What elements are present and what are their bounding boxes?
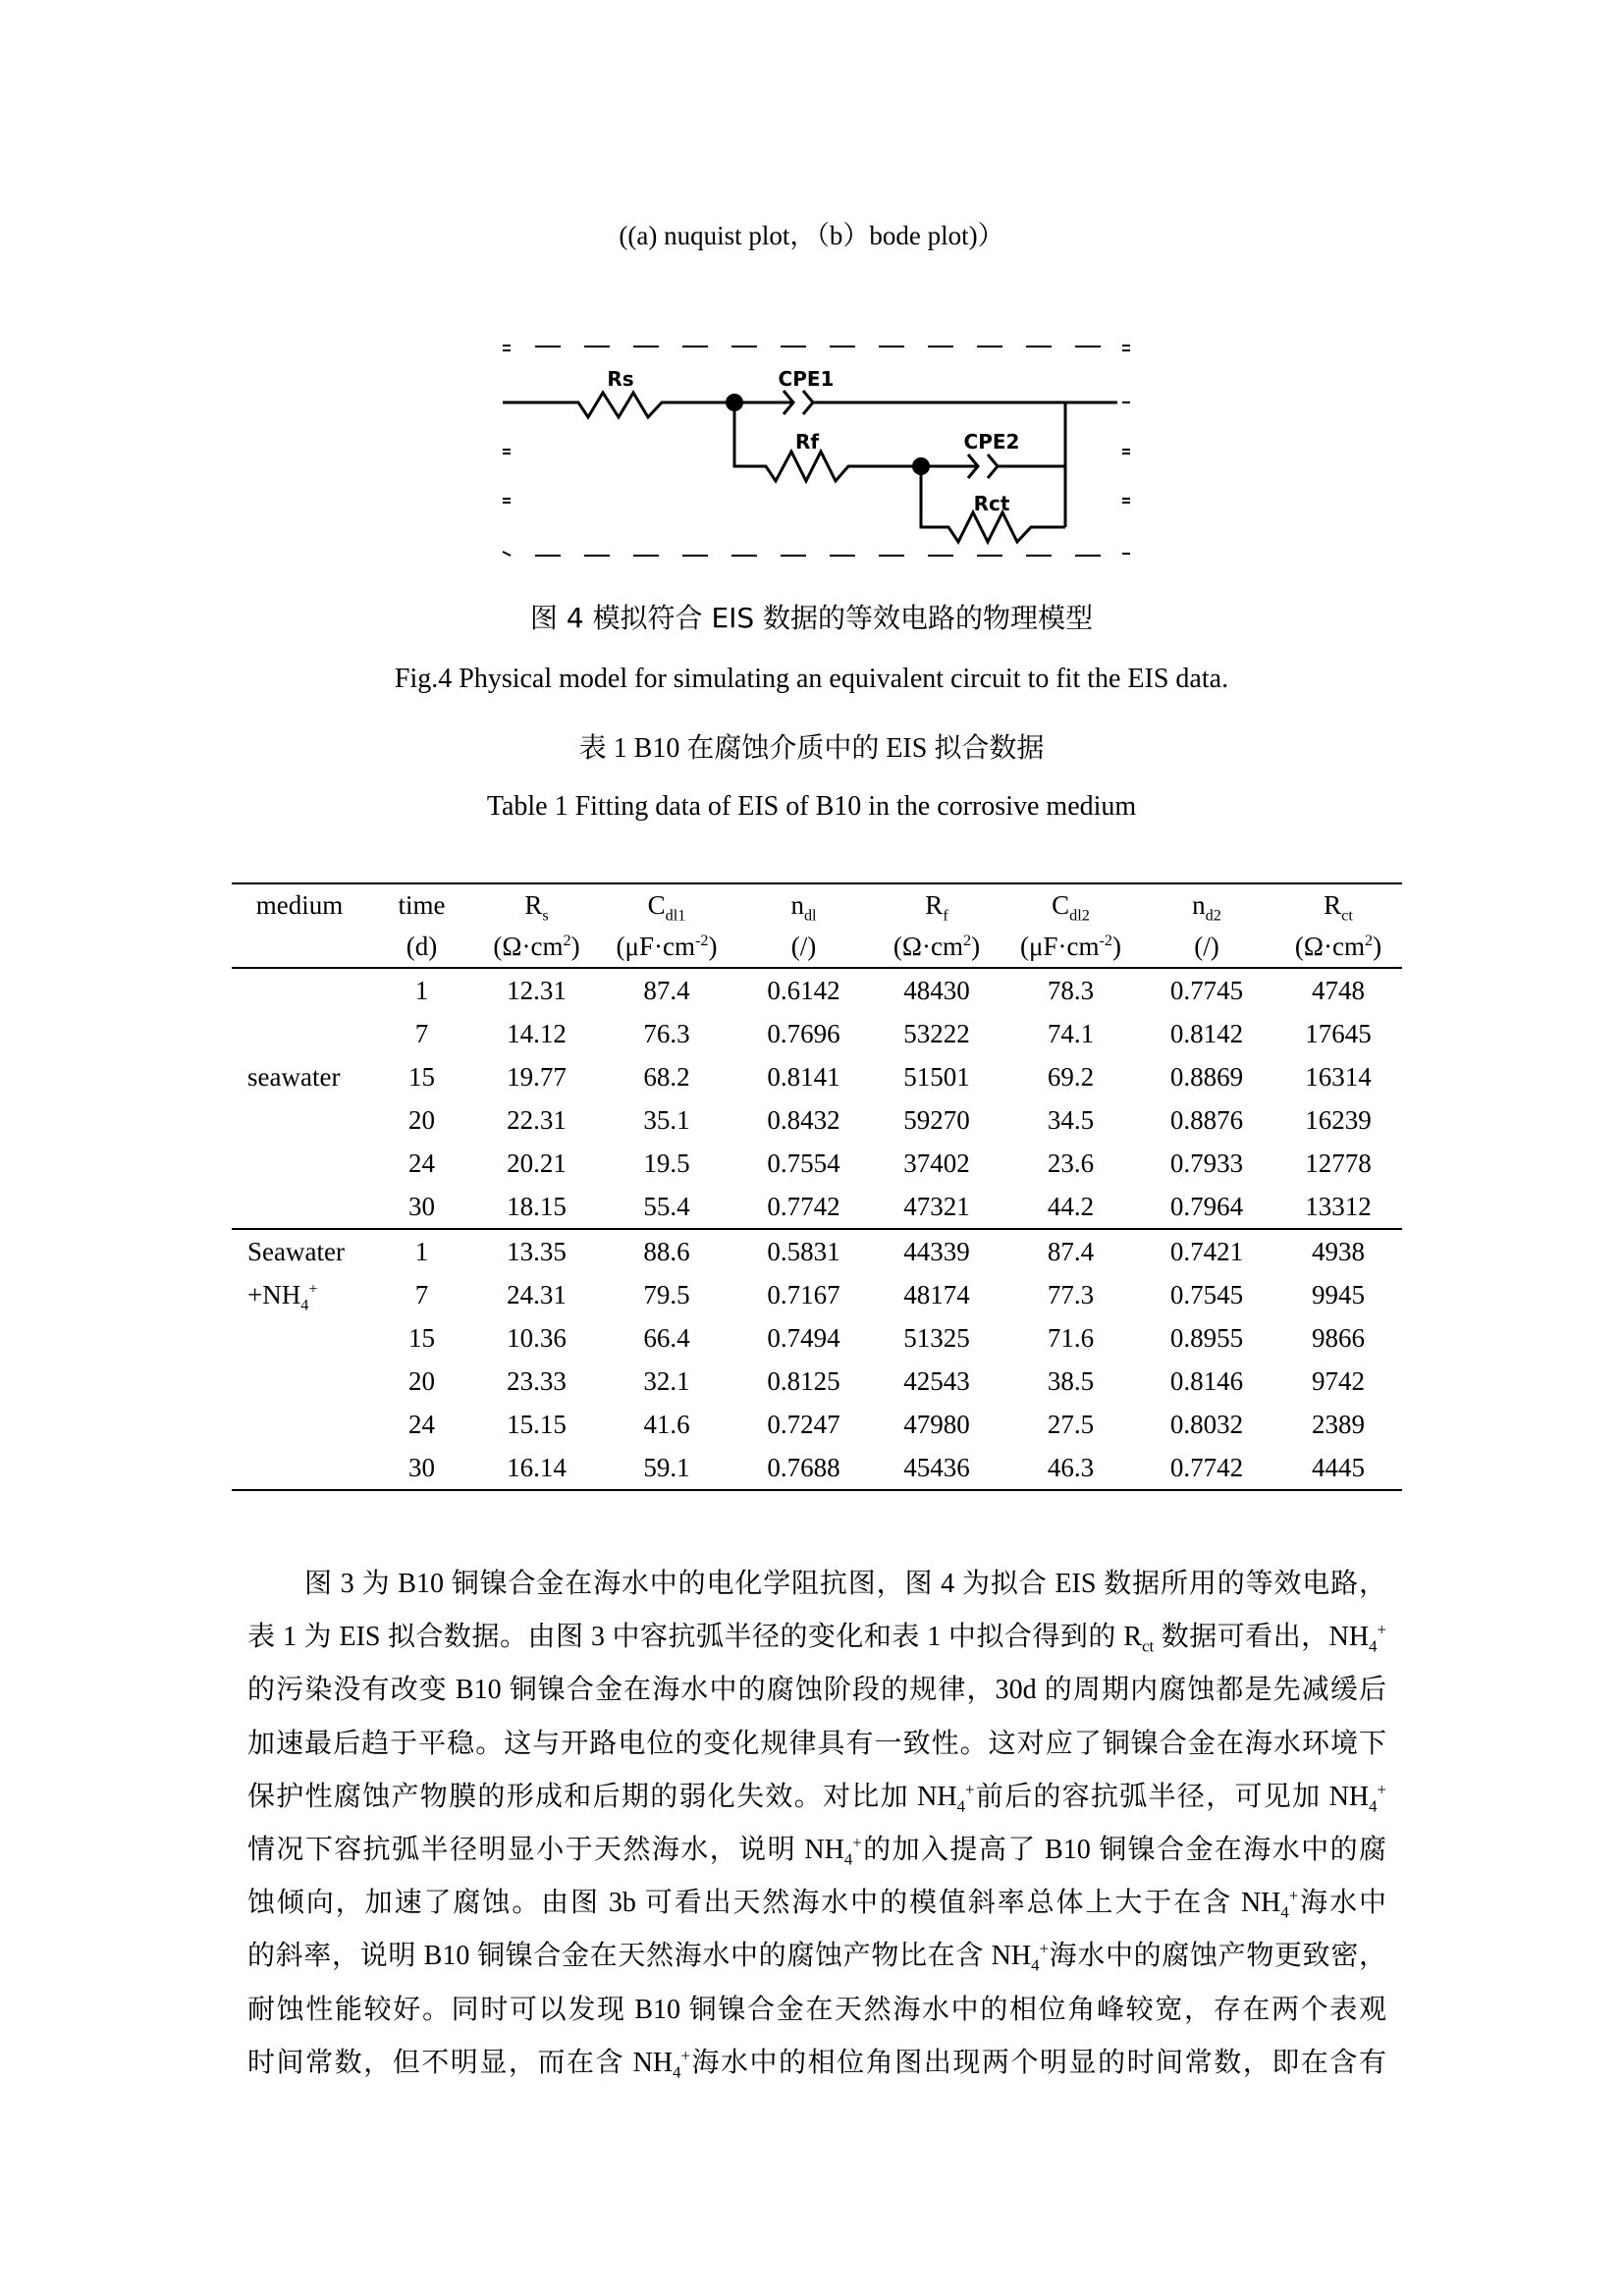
text-run: 保护性腐蚀产物膜的形成和后期的弱化失效。对比加 NH (247, 1781, 957, 1812)
table-cell: 87.4 (643, 976, 690, 1005)
medium-cell (232, 1185, 367, 1229)
table-cell: 37402 (903, 1148, 970, 1178)
table-cell: 17645 (1305, 1019, 1372, 1048)
text-run: 图 3 为 B10 铜镍合金在海水中的电化学阻抗图，图 4 为拟合 EIS 数据所用的等效电路， (304, 1569, 1386, 1599)
subscript: 4 (956, 1796, 966, 1816)
header-unit: (/) (790, 932, 817, 961)
table-cell: 23.33 (507, 1366, 567, 1396)
table-cell: 30 (367, 1446, 476, 1490)
table-cell: 69.2 (1047, 1062, 1095, 1092)
subscript: ct (1142, 1636, 1155, 1656)
text-line (247, 1669, 1386, 1722)
eis-fitting-table (232, 882, 1402, 1491)
header-subscript: dl (803, 906, 817, 925)
table-cell: 46.3 (1002, 1446, 1139, 1490)
table-cell: 78.3 (1047, 976, 1095, 1005)
text-run: 海水中 (1298, 1888, 1386, 1919)
header-unit-cell (476, 926, 597, 968)
table-cell: 12.31 (507, 976, 567, 1005)
table-row (232, 1185, 1402, 1229)
header-subscript: dl2 (1069, 906, 1090, 925)
table-cell: 4445 (1274, 1446, 1402, 1490)
header-unit: (Ω·cm (1294, 932, 1365, 961)
header-cell (736, 883, 871, 926)
subscript: 4 (673, 2062, 681, 2082)
table-cell: 1 (414, 976, 429, 1005)
header-unit-cell (367, 926, 476, 968)
header-unit: (d) (406, 932, 438, 961)
table-cell: 55.4 (597, 1185, 736, 1229)
table-cell: 35.1 (643, 1105, 690, 1135)
table-cell: 4938 (1312, 1237, 1365, 1266)
table-cell: 77.3 (1047, 1280, 1095, 1309)
header-symbol: time (398, 890, 446, 920)
table-cell: 66.4 (643, 1323, 690, 1353)
table-cell: 1 (414, 1237, 429, 1266)
table-cell: 51325 (903, 1323, 970, 1353)
header-symbol: R (1324, 890, 1342, 920)
table-cell: 13312 (1274, 1185, 1402, 1229)
table-cell: 0.5831 (767, 1237, 840, 1266)
table-cell: 71.6 (1047, 1323, 1095, 1353)
table-cell: 48430 (903, 976, 970, 1005)
table-cell: 24.31 (507, 1280, 567, 1309)
table-row (232, 1098, 1402, 1142)
table-row (232, 1229, 1402, 1273)
header-symbol: n (790, 890, 804, 920)
text-run: 前后的容抗弧半径，可见加 NH (974, 1781, 1370, 1812)
header-row-names (232, 883, 1402, 926)
table-cell: 74.1 (1047, 1019, 1095, 1048)
text-line (247, 1563, 1386, 1616)
table-cell: 59.1 (597, 1446, 736, 1490)
table-row (232, 1360, 1402, 1403)
table-row (232, 1403, 1402, 1446)
table-cell: 45436 (871, 1446, 1002, 1490)
body-paragraph (247, 1563, 1386, 2095)
table-cell: 7 (414, 1280, 429, 1309)
medium-cell (232, 1360, 367, 1403)
table-group (232, 1229, 1402, 1490)
subscript: 4 (1031, 1955, 1040, 1975)
subscript: 4 (843, 1849, 853, 1869)
header-unit-cell (597, 926, 736, 968)
table-cell: 0.7964 (1139, 1185, 1274, 1229)
medium-cell (232, 1446, 367, 1490)
header-subscript: d2 (1205, 906, 1221, 925)
table-row (232, 1055, 1402, 1098)
table-cell: 0.7742 (736, 1185, 871, 1229)
table-row (232, 968, 1402, 1012)
text-run: 表 1 为 EIS 拟合数据。由图 3 中容抗弧半径的变化和表 1 中拟合得到的 R (247, 1622, 1143, 1653)
header-row-units (232, 926, 1402, 968)
superscript: + (852, 1833, 862, 1852)
text-line (247, 1723, 1386, 1776)
table-cell: 0.8876 (1169, 1105, 1244, 1135)
table-cell: 16239 (1305, 1105, 1372, 1135)
table-cell: 9742 (1312, 1366, 1365, 1396)
superscript: + (1377, 1620, 1386, 1639)
text-line (247, 2042, 1386, 2095)
table-cell: 47321 (871, 1185, 1002, 1229)
table-cell: 19.5 (643, 1148, 690, 1178)
medium-cell (232, 968, 367, 1012)
table-cell: 88.6 (643, 1237, 690, 1266)
table-cell: 0.7545 (1169, 1280, 1244, 1309)
table-cell: 30 (367, 1185, 476, 1229)
text-run: 耐蚀性能较好。同时可以发现 B10 铜镍合金在天然海水中的相位角峰较宽，存在两个表观 (247, 1994, 1386, 2025)
medium-label: seawater (247, 1062, 341, 1092)
text-line (247, 1882, 1386, 1935)
header-cell (1139, 883, 1274, 926)
table-cell: 12778 (1305, 1148, 1372, 1178)
table-cell: 0.8141 (767, 1062, 840, 1092)
table-cell: 16.14 (476, 1446, 597, 1490)
text-run: 蚀倾向，加速了腐蚀。由图 3b 可看出天然海水中的模值斜率总体上大于在含 NH (247, 1888, 1281, 1919)
table-cell: 27.5 (1047, 1410, 1095, 1439)
cpe1-symbol (734, 391, 1117, 414)
medium-cell (232, 1229, 367, 1273)
table-cell: 87.4 (1047, 1237, 1095, 1266)
header-unit: (μF·cm (616, 932, 695, 961)
table-cell: 15.15 (507, 1410, 567, 1439)
medium-cell (232, 1012, 367, 1055)
table-cell: 15 (408, 1062, 435, 1092)
table-cell: 16314 (1305, 1062, 1372, 1092)
table-cell: 51501 (903, 1062, 970, 1092)
table-cell: 14.12 (507, 1019, 567, 1048)
table-cell: 44339 (903, 1237, 970, 1266)
header-unit-cell (871, 926, 1002, 968)
header-symbol: n (1192, 890, 1206, 920)
medium-subscript: 4 (300, 1296, 309, 1314)
table-cell: 79.5 (643, 1280, 690, 1309)
superscript: + (1288, 1886, 1299, 1905)
text-line (247, 1989, 1386, 2042)
table-row (232, 1446, 1402, 1490)
header-unit-cell (1274, 926, 1402, 968)
header-cell (476, 883, 597, 926)
unit-exponent: -2 (694, 932, 709, 949)
node-1 (726, 394, 743, 411)
table-cell: 7 (414, 1019, 429, 1048)
table-cell: 0.8142 (1169, 1019, 1244, 1048)
header-cell (367, 883, 476, 926)
text-run: 海水中的相位角图出现两个明显的时间常数，即在含有 (689, 2047, 1386, 2078)
header-unit: (Ω·cm (893, 932, 963, 961)
label-cpe2: CPE2 (963, 430, 1020, 454)
medium-cell (232, 1055, 367, 1098)
header-subscript: ct (1341, 906, 1353, 925)
header-subscript: f (943, 906, 948, 925)
text-run: 的加入提高了 B10 铜镍合金在海水中的腐 (861, 1834, 1386, 1865)
header-symbol: R (925, 890, 944, 920)
table-cell: 47980 (903, 1410, 970, 1439)
resistor-rs (503, 393, 734, 417)
table-row (232, 1273, 1402, 1316)
table-cell: 20 (408, 1366, 435, 1396)
table-cell: 13.35 (507, 1237, 567, 1266)
table1-title-cn: 表 1 B10 在腐蚀介质中的 EIS 拟合数据 (578, 733, 1045, 764)
table-cell: 0.7167 (767, 1280, 840, 1309)
table-cell: 22.31 (507, 1105, 567, 1135)
table-cell: 0.8125 (767, 1366, 840, 1396)
table-cell: 10.36 (507, 1323, 567, 1353)
table-cell: 0.7247 (767, 1410, 840, 1439)
medium-cell (232, 1316, 367, 1360)
unit-exponent: 2 (563, 932, 571, 949)
text-line (247, 1616, 1386, 1669)
medium-cell (232, 1273, 367, 1316)
table-cell: 0.7742 (1139, 1446, 1274, 1490)
table-cell: 44.2 (1002, 1185, 1139, 1229)
equivalent-circuit-diagram (491, 334, 1139, 569)
header-subscript: dl1 (665, 906, 686, 925)
table-cell: 0.6142 (767, 976, 840, 1005)
header-cell (232, 883, 367, 926)
subscript: 4 (1280, 1902, 1289, 1922)
table-cell: 38.5 (1047, 1366, 1095, 1396)
text-run: 情况下容抗弧半径明显小于天然海水，说明 NH (247, 1834, 844, 1865)
table-cell: 24 (408, 1148, 435, 1178)
text-line (247, 1776, 1386, 1829)
table-cell: 76.3 (643, 1019, 690, 1048)
header-unit-cell (1139, 926, 1274, 968)
table-cell: 4748 (1312, 976, 1365, 1005)
table-cell: 23.6 (1047, 1148, 1095, 1178)
table-cell: 0.7696 (767, 1019, 840, 1048)
unit-exponent: 2 (1364, 932, 1374, 949)
text-run: 海水中的腐蚀产物更致密， (1048, 1941, 1386, 1972)
header-cell (1002, 883, 1139, 926)
figure4-caption-en: Fig.4 Physical model for simulating an equivalent circuit to fit the EIS data. (394, 664, 1229, 694)
table-group (232, 968, 1402, 1229)
subscript: 4 (1369, 1636, 1378, 1656)
medium-cell (232, 1142, 367, 1185)
medium-cell (232, 1098, 367, 1142)
table-cell: 34.5 (1047, 1105, 1095, 1135)
header-unit-cell (1002, 926, 1139, 968)
table-cell: 20.21 (507, 1148, 567, 1178)
table-cell: 24 (408, 1410, 435, 1439)
table-cell: 0.7494 (767, 1323, 840, 1353)
table-row (232, 1142, 1402, 1185)
medium-superscript: + (308, 1280, 318, 1298)
header-unit-cell (232, 926, 367, 968)
table-row (232, 1012, 1402, 1055)
text-run: 加速最后趋于平稳。这与开路电位的变化规律具有一致性。这对应了铜镍合金在海水环境下 (247, 1728, 1386, 1759)
table-cell: 0.7554 (767, 1148, 840, 1178)
cpe2-symbol (921, 454, 1065, 478)
table-cell: 0.7745 (1169, 976, 1244, 1005)
medium-cell (232, 1403, 367, 1446)
superscript: + (1377, 1780, 1386, 1799)
label-cpe1: CPE1 (778, 367, 835, 391)
table-cell: 0.8032 (1169, 1410, 1244, 1439)
header-subscript: s (542, 906, 549, 925)
table-cell: 0.7933 (1169, 1148, 1244, 1178)
table-cell: 48174 (903, 1280, 970, 1309)
table-cell: 68.2 (643, 1062, 690, 1092)
text-run: 的污染没有改变 B10 铜镍合金在海水中的腐蚀阶段的规律，30d 的周期内腐蚀都是先减缓后 (247, 1675, 1386, 1706)
text-run: 时间常数，但不明显，而在含 NH (247, 2047, 674, 2078)
table-cell: 9945 (1312, 1280, 1365, 1309)
text-run: 的斜率，说明 B10 铜镍合金在天然海水中的腐蚀产物比在含 NH (247, 1941, 1032, 1972)
table-cell: 0.8432 (767, 1105, 840, 1135)
table-cell: 41.6 (643, 1410, 690, 1439)
table-cell: 53222 (903, 1019, 970, 1048)
node-2 (912, 457, 930, 475)
table-cell: 9866 (1312, 1323, 1365, 1353)
header-symbol: C (1052, 890, 1070, 920)
header-symbol: R (524, 890, 543, 920)
superscript: + (1039, 1939, 1049, 1958)
unit-close: ) (708, 932, 718, 961)
table-cell: 0.8869 (1169, 1062, 1244, 1092)
table-cell: 0.8955 (1169, 1323, 1244, 1353)
medium-label: Seawater (247, 1237, 345, 1266)
table-cell: 0.8146 (1169, 1366, 1244, 1396)
table-cell: 20 (408, 1105, 435, 1135)
unit-exponent: 2 (962, 932, 972, 949)
superscript: + (965, 1780, 975, 1799)
unit-exponent: -2 (1099, 932, 1112, 949)
figure3-caption-tail: ((a) nuquist plot，（b）bode plot)） (619, 221, 1004, 250)
resistor-rf (734, 402, 921, 481)
table-row (232, 1316, 1402, 1360)
table-cell: 0.7688 (736, 1446, 871, 1490)
table-cell: 2389 (1312, 1410, 1365, 1439)
table-cell: 0.7421 (1169, 1237, 1244, 1266)
unit-close: ) (570, 932, 580, 961)
unit-close: ) (1111, 932, 1121, 961)
table1-title-en: Table 1 Fitting data of EIS of B10 in the corrosive medium (486, 791, 1137, 822)
header-cell (871, 883, 1002, 926)
superscript: + (680, 2046, 690, 2065)
header-cell (597, 883, 736, 926)
header-unit: (Ω·cm (493, 932, 564, 961)
header-unit: (/) (1194, 932, 1219, 961)
header-unit: (μF·cm (1020, 932, 1100, 961)
text-line (247, 1935, 1386, 1988)
header-cell (1274, 883, 1402, 926)
table-cell: 19.77 (507, 1062, 567, 1092)
header-symbol: C (647, 890, 666, 920)
unit-close: ) (971, 932, 981, 961)
text-line (247, 1829, 1386, 1882)
figure4-caption-cn: 图 4 模拟符合 EIS 数据的等效电路的物理模型 (529, 602, 1094, 634)
subscript: 4 (1369, 1796, 1378, 1816)
label-rs: Rs (607, 367, 634, 391)
table-cell: 18.15 (476, 1185, 597, 1229)
table-cell: 59270 (903, 1105, 970, 1135)
table-cell: 42543 (903, 1366, 970, 1396)
header-unit-cell (736, 926, 871, 968)
label-rct: Rct (973, 492, 1010, 515)
medium-label-line2: +NH (247, 1280, 301, 1309)
unit-close: ) (1373, 932, 1382, 961)
text-run: 数据可看出，NH (1154, 1622, 1370, 1653)
header-symbol: medium (255, 890, 344, 920)
table-cell: 15 (408, 1323, 435, 1353)
table-cell: 32.1 (643, 1366, 690, 1396)
label-rf: Rf (794, 430, 820, 454)
